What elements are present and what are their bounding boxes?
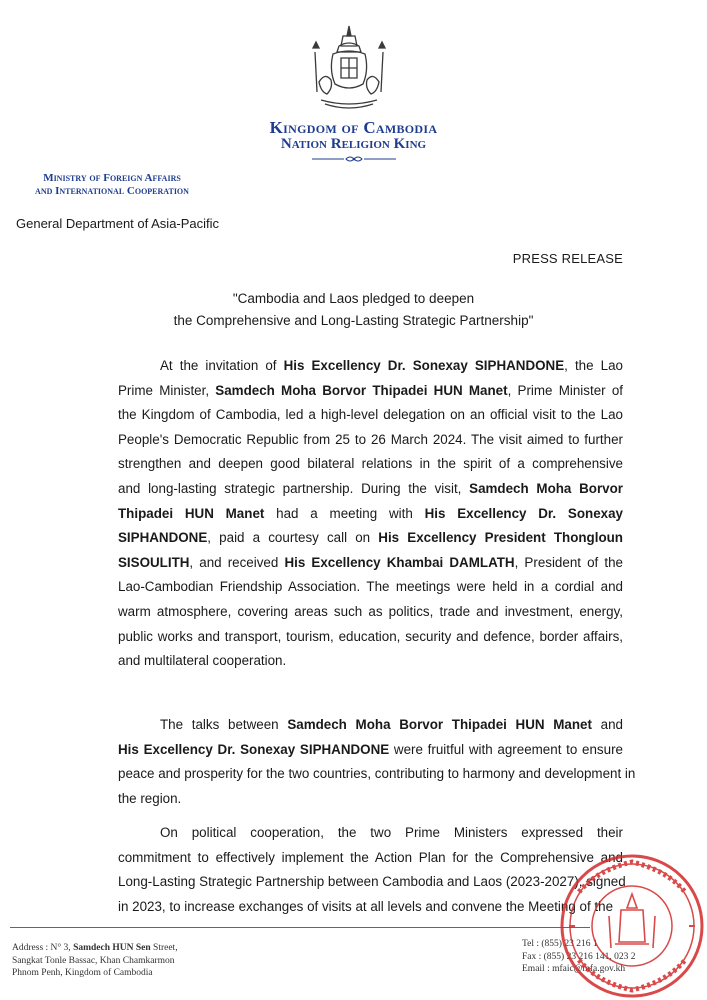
text-segment: strengthen and deepen good bilateral relations in the spirit of a comprehensive [118,456,623,472]
text-line [118,428,623,453]
department-name: General Department of Asia-Pacific [16,216,220,231]
text-segment: , and received [189,554,285,570]
document-type: PRESS RELEASE [512,251,623,266]
address-line3: Phnom Penh, Kingdom of Cambodia [12,968,153,978]
text-segment: , Prime Minister of [507,382,623,398]
text-line [118,379,623,404]
paragraph-talks [118,713,636,811]
bold-name: His Excellency President Thongloun [378,530,623,546]
text-line [118,870,626,895]
text-segment: , the Lao [564,358,623,373]
official-seal-stamp-icon [557,852,707,1000]
text-segment: public works and transport, tourism, education, security and defence, border affairs, [118,628,623,644]
ministry-name-line2: and International Cooperation [35,185,189,197]
fax: Fax : (855) 23 216 141, 023 2 [522,951,636,962]
footer-divider [10,927,590,928]
text-line [118,762,636,787]
telephone: Tel : (855) 23 216 1 [522,939,598,949]
text-line [118,600,623,625]
email: Email : mfaic@mfa.gov.kh [522,964,626,974]
bold-name: Samdech Moha Borvor [469,480,624,496]
text-line [118,649,623,674]
text-line [118,526,623,551]
text-segment: the Kingdom of Cambodia, led a high-level delegation on an official visit to the Lao [118,407,623,423]
text-segment: warm atmosphere, covering areas such as politics, trade and investment, energy, [118,603,623,619]
text-line [118,625,623,650]
text-segment: and [591,717,623,732]
text-segment: At the invitation of [160,358,284,373]
text-segment: , President of the [514,554,623,570]
bold-name: Samdech Moha Borvor Thipadei HUN Manet [215,382,508,398]
text-segment: and long-lasting strategic partnership. During the visit, [118,480,470,496]
bold-name: Thipadei HUN Manet [118,505,265,521]
bold-name: SISOULITH [118,554,190,570]
text-line [118,821,623,846]
text-segment: and multilateral cooperation. [118,653,287,669]
text-line [118,354,623,379]
address-line2: Sangkat Tonle Bassac, Khan Chamkarmon [12,955,175,966]
text-segment: in 2023, to increase exchanges of visits at all levels and convene the Meeting of the [118,898,614,914]
paragraph-invitation [118,354,623,674]
text-segment: peace and prosperity for the two countries, contributing to harmony and development in [118,766,636,782]
text-line [118,713,623,738]
bold-name: His Excellency Dr. Sonexay [424,505,623,521]
ministry-name-line1: Ministry of Foreign Affairs [43,172,181,184]
text-line [118,575,623,600]
footer-address [12,942,178,980]
royal-coat-of-arms-emblem [303,22,395,114]
text-segment: The talks between [160,717,288,732]
text-segment: had a meeting with [264,505,425,521]
text-segment: , paid a courtesy call on [207,530,379,546]
bold-name: His Excellency Khambai DAMLATH [284,554,515,570]
text-segment: On political cooperation, the two Prime Ministers expressed their [160,825,623,840]
kingdom-title: Kingdom of Cambodia [269,118,438,137]
text-segment: the region. [118,790,182,806]
paragraph-political-cooperation [118,821,626,919]
text-segment: were fruitful with agreement to ensure [389,741,623,757]
address-line1: Address : N° 3, Samdech HUN Sen Street, [12,943,178,953]
ornament-divider-icon [310,154,398,164]
bold-name: Samdech Moha Borvor Thipadei HUN Manet [287,717,592,732]
text-line [118,403,623,428]
text-line [118,895,623,920]
text-segment: People's Democratic Republic from 25 to 26 March 2024. The visit aimed to further [118,431,623,447]
text-line [118,502,623,527]
headline-line1: "Cambodia and Laos pledged to deepen [232,291,475,306]
text-line [118,846,623,871]
text-line [118,551,623,576]
bold-name: His Excellency Dr. Sonexay SIPHANDONE [118,741,390,757]
bold-name: His Excellency Dr. Sonexay SIPHANDONE [283,358,565,373]
text-segment: Prime Minister, [118,382,216,398]
headline-line2: the Comprehensive and Long-Lasting Strategic Partnership" [173,313,534,328]
bold-name: SIPHANDONE [118,530,208,546]
text-segment: Lao-Cambodian Friendship Association. The meetings were held in a cordial and [118,579,623,595]
text-line [118,477,623,502]
text-line [118,452,623,477]
text-line [118,738,623,763]
text-line [118,787,623,812]
national-motto: Nation Religion King [280,136,427,152]
text-segment: commitment to effectively implement the Action Plan for the Comprehensive and [118,849,623,865]
text-segment: Long-Lasting Strategic Partnership between Cambodia and Laos (2023-2027), signed [118,874,626,890]
